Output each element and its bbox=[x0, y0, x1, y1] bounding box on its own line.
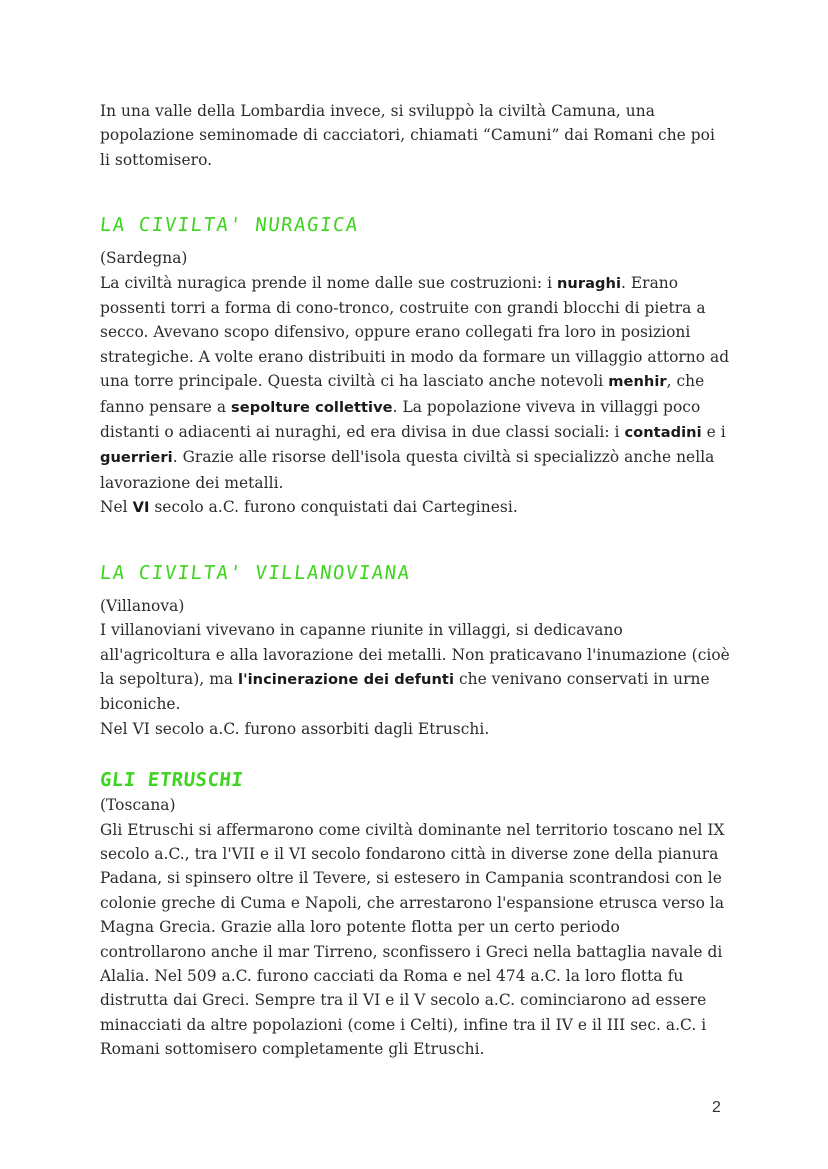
text-run: I villanoviani vivevano in capanne riunite in villaggi, si dedicavano all'agricoltura e alla lavorazione dei metalli. Non praticavano l'inumazione (cioè la sepoltura), ma bbox=[100, 621, 730, 688]
text-run: Nel VI secolo a.C. furono assorbiti dagli Etruschi. bbox=[100, 719, 490, 738]
text-run: . La popolazione viveva in villaggi poco distanti o adiacenti ai nuraghi, ed era divisa in due classi sociali: i bbox=[100, 397, 701, 442]
bold-term: nuraghi bbox=[556, 274, 621, 292]
text-run: che venivano conservati in urne biconiche. bbox=[100, 669, 710, 714]
bold-term: contadini bbox=[624, 424, 702, 442]
region-sardegna: (Sardegna) bbox=[100, 249, 188, 268]
bold-term: l'incinerazione dei defunti bbox=[238, 670, 454, 688]
bold-term: menhir bbox=[608, 373, 667, 391]
bold-term: sepolture collettive bbox=[231, 398, 393, 416]
region-villanova: (Villanova) bbox=[100, 596, 185, 615]
text-run: Gli Etruschi si affermarono come civiltà dominante nel territorio toscano nel IX secolo a.C., tra l'VII e il VI secolo fondarono città in diverse zone della pianura Padana, si spinsero oltre il Tevere, si estesero in Campania scontrandosi con le colonie greche di Cuma e Napoli, che arrestarono l'espansione etrusca verso la Magna Grecia. Grazie alla loro potente flotta per un certo periodo controllarono anche il mar Tirreno, sconfissero i Greci nella battaglia navale di Alalia. Nel 509 a.C. furono cacciati da Roma e nel 474 a.C. la loro flotta fu distrutta dai Greci. Sempre tra il VI e il V secolo a.C. cominciarono ad essere minacciati da altre popolazioni (come i Celti), infine tra il IV e il III sec. a.C. i Romani sottomisero completamente gli Etruschi. bbox=[100, 820, 725, 1059]
text-run: secolo a.C. furono conquistati dai Carteginesi. bbox=[149, 498, 518, 517]
heading-nuragica: LA CIVILTA' NURAGICA bbox=[98, 214, 360, 237]
text-run: . Grazie alle risorse dell'isola questa civiltà si specializzò anche nella lavorazione dei metalli. bbox=[100, 448, 715, 492]
text-run: e i bbox=[701, 423, 726, 442]
paragraph-etruschi bbox=[100, 818, 730, 1062]
heading-etruschi: GLI ETRUSCHI bbox=[98, 769, 245, 792]
paragraph-villanoviana bbox=[100, 618, 730, 741]
text-run: . Erano possenti torri a forma di cono-tronco, costruite con grandi blocchi di pietra a secco. Avevano scopo difensivo, oppure erano collegati fra loro in posizioni strategiche. A volte erano distribuiti in modo da formare un villaggio attorno ad una torre principale. Questa civiltà ci ha lasciato anche notevoli bbox=[100, 273, 730, 391]
text-run: , che fanno pensare a bbox=[100, 372, 705, 416]
document-page bbox=[100, 99, 730, 1062]
bold-term: guerrieri bbox=[100, 449, 173, 467]
heading-villanoviana: LA CIVILTA' VILLANOVIANA bbox=[98, 561, 412, 584]
paragraph-nuragica bbox=[100, 271, 730, 521]
region-toscana: (Toscana) bbox=[100, 796, 176, 815]
page-number: 2 bbox=[712, 1099, 721, 1116]
bold-term: VI bbox=[132, 499, 150, 517]
intro-paragraph: In una valle della Lombardia invece, si sviluppò la civiltà Camuna, una popolazione seminomade di cacciatori, chiamati “Camuni” dai Romani che poi li sottomisero. bbox=[100, 102, 715, 169]
text-run: La civiltà nuragica prende il nome dalle sue costruzioni: i bbox=[100, 273, 557, 292]
text-run: Nel bbox=[100, 498, 133, 517]
